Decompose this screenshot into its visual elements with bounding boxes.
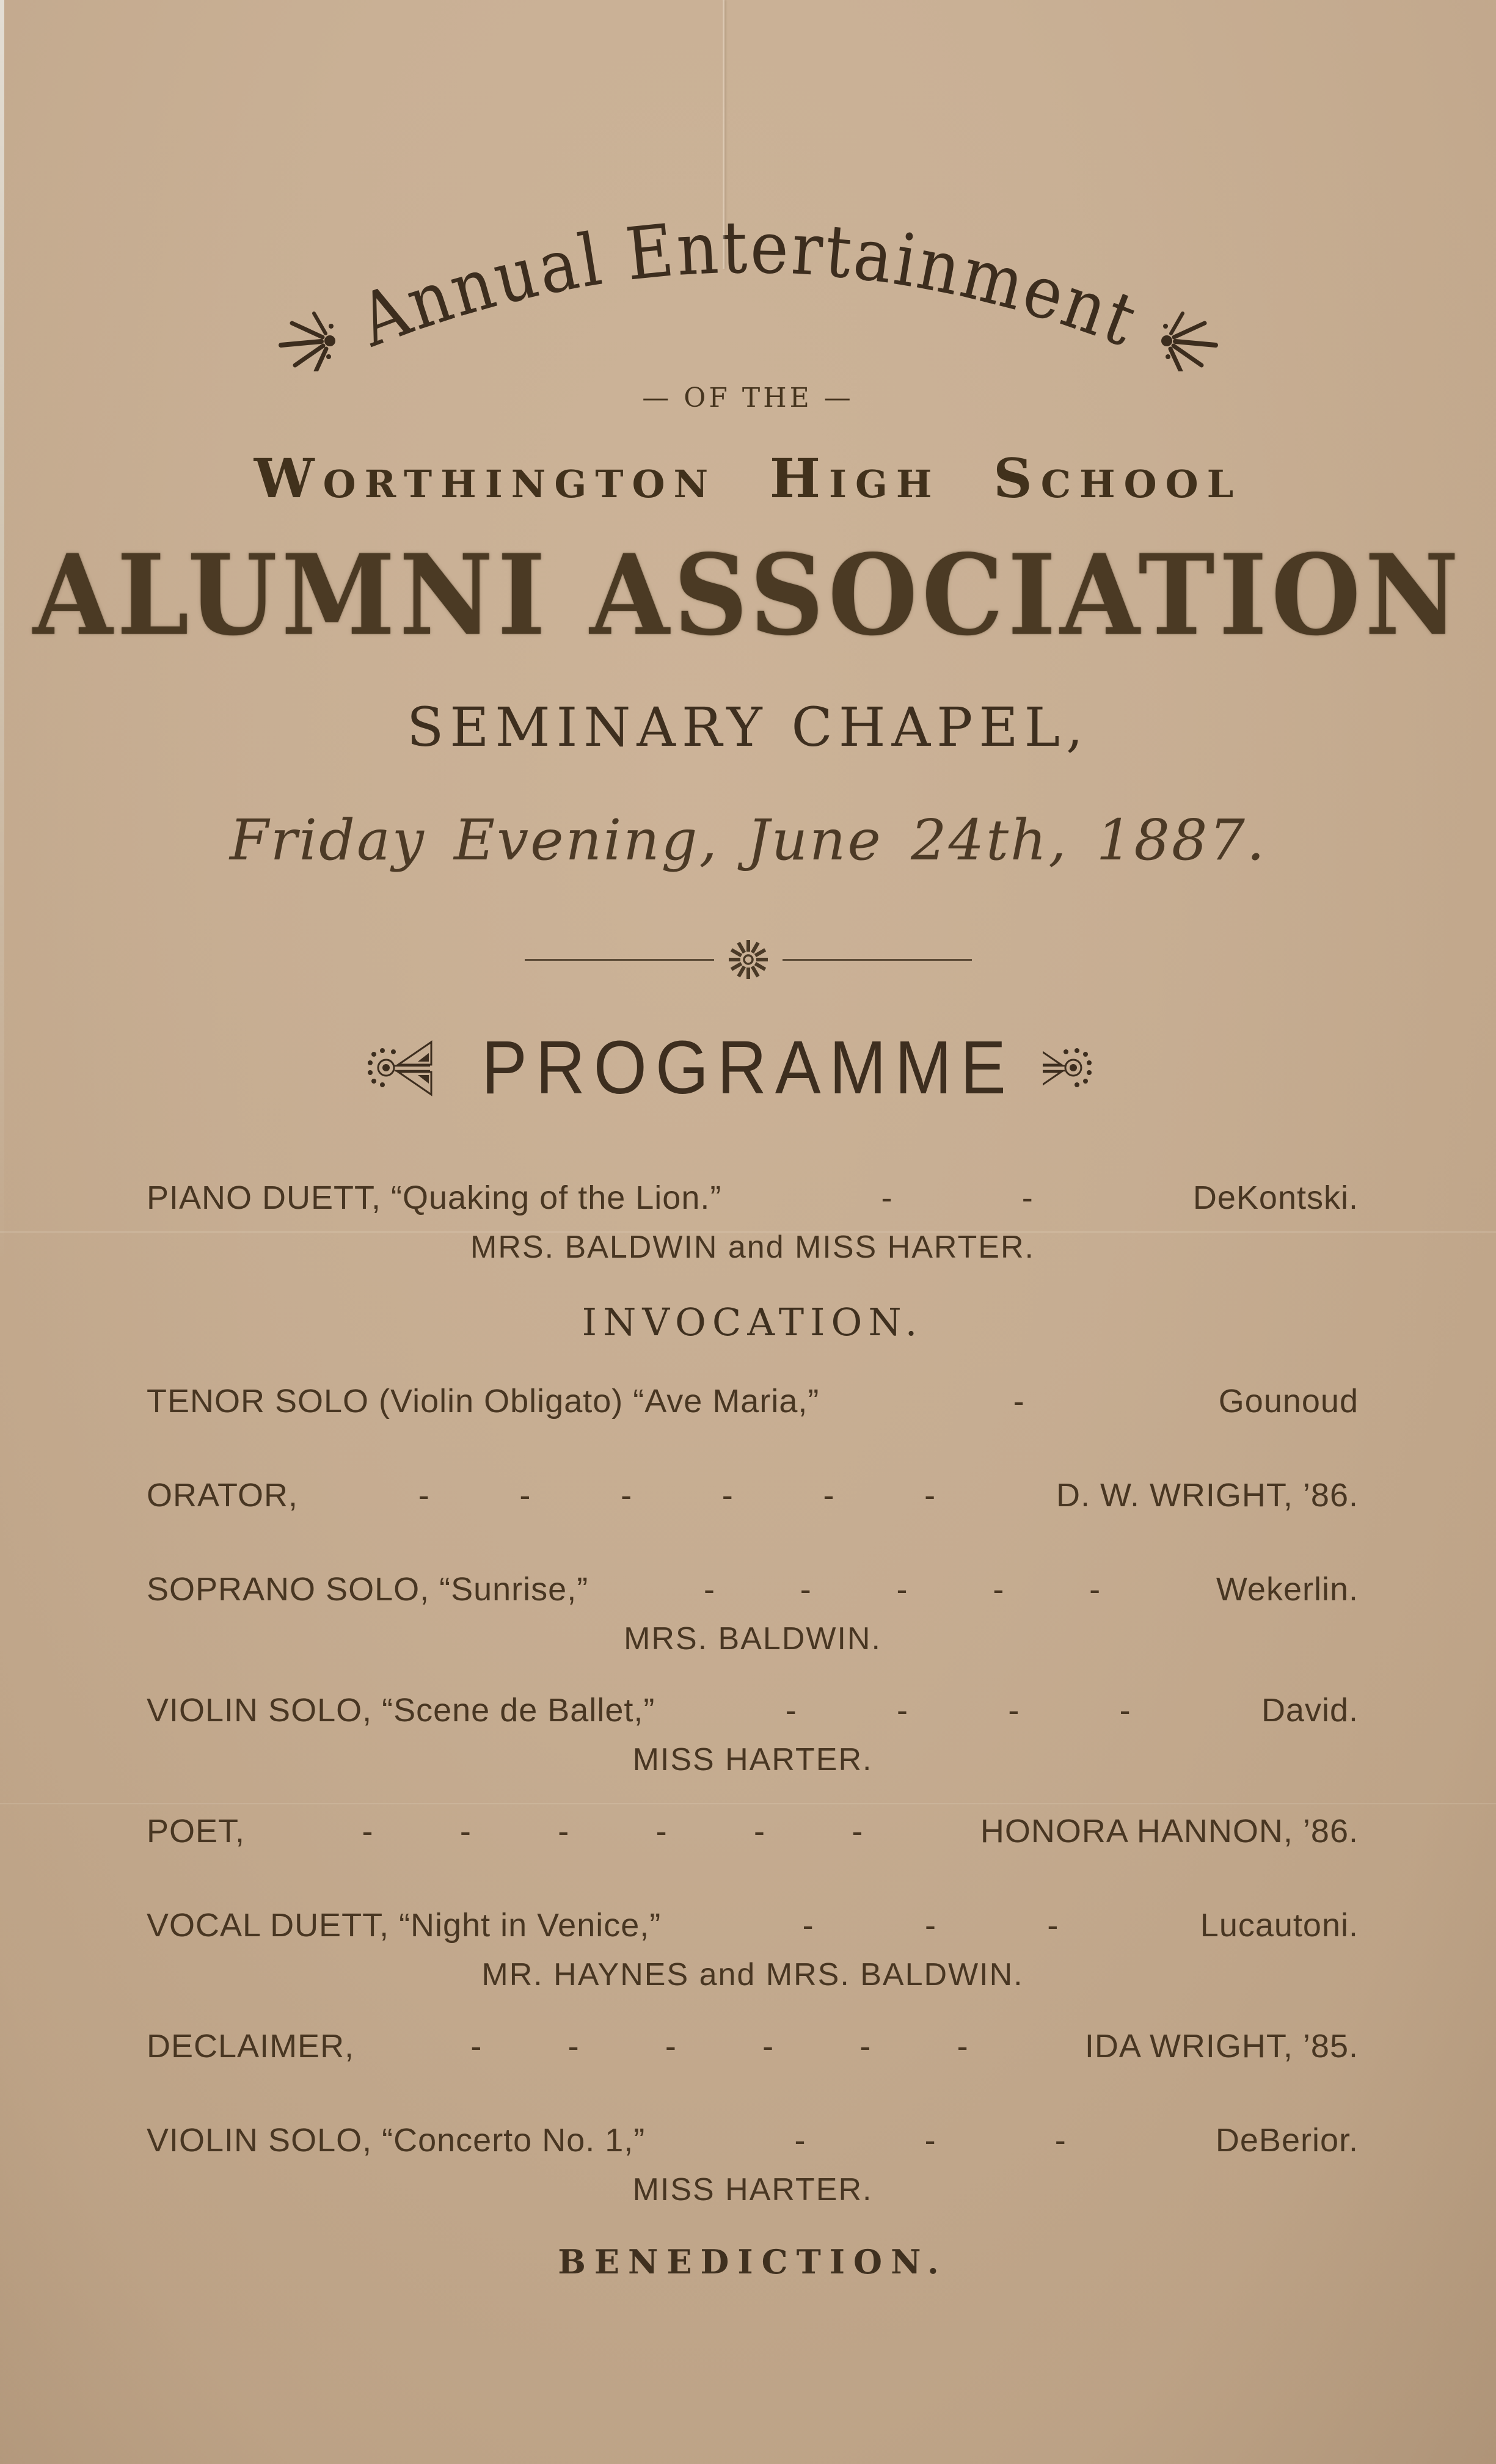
leader-dash: - <box>567 2028 580 2065</box>
programme-piece: ORATOR, <box>147 1477 299 1514</box>
programme-item-row <box>147 1906 1359 1944</box>
leader-dash: - <box>852 1813 864 1850</box>
programme-performers: MISS HARTER. <box>632 2172 873 2207</box>
programme-performers: MRS. BALDWIN. <box>624 1621 881 1657</box>
programme-item <box>147 1179 1359 1266</box>
leader-dash: - <box>1089 1571 1101 1608</box>
programme-credit: DeBerior. <box>1215 2122 1359 2159</box>
programme-credit: Wekerlin. <box>1216 1571 1359 1608</box>
programme-performers: MRS. BALDWIN and MISS HARTER. <box>470 1230 1035 1265</box>
programme-item <box>147 1812 1359 1850</box>
fold-crease-vertical <box>723 0 724 269</box>
of-the-line: — OF THE — <box>642 382 854 414</box>
leader-dash: - <box>924 2122 936 2159</box>
programme-credit: DeKontski. <box>1192 1179 1359 1216</box>
leader-dash: - <box>823 1477 835 1514</box>
programme-piece: VOCAL DUETT, “Night in Venice,” <box>147 1907 662 1944</box>
programme-item <box>147 1691 1359 1778</box>
programme-leader-dashes <box>655 1691 1261 1729</box>
leader-dash: - <box>859 2028 872 2065</box>
flower-ornament-icon <box>723 934 774 985</box>
programme-section-heading: INVOCATION. <box>582 1300 924 1344</box>
leader-dash: - <box>459 1813 472 1850</box>
leader-dash: - <box>721 1477 734 1514</box>
programme-leader-dashes <box>354 2027 1085 2065</box>
divider-line-left <box>525 959 714 961</box>
leader-dash: - <box>925 1907 937 1944</box>
arch-title-block <box>0 0 1496 371</box>
programme-performers: MR. HAYNES and MRS. BALDWIN. <box>481 1957 1024 1992</box>
programme-credit: HONORA HANNON, ’86. <box>980 1813 1359 1850</box>
leader-dash: - <box>957 2028 969 2065</box>
leader-dash: - <box>418 1477 430 1514</box>
programme-credit: David. <box>1261 1692 1359 1729</box>
programme-item-row <box>147 1179 1359 1217</box>
programme-item-row <box>147 1691 1359 1729</box>
leader-dash: - <box>762 2028 775 2065</box>
leader-dash: - <box>1054 2122 1067 2159</box>
programme-item <box>147 1382 1359 1420</box>
programme-leader-dashes <box>645 2121 1216 2159</box>
programme-ornament-right-icon <box>1043 1031 1140 1104</box>
programme-item <box>147 1476 1359 1514</box>
fold-crease-horizontal-2 <box>0 1803 1496 1804</box>
programme-leader-dashes <box>819 1382 1218 1420</box>
leader-dash: - <box>1047 1907 1059 1944</box>
leader-dash: - <box>703 1571 715 1608</box>
programme-section-heading: BENEDICTION. <box>558 2242 947 2281</box>
leader-dash: - <box>800 1571 812 1608</box>
programme-leader-dashes <box>721 1179 1193 1217</box>
programme-piece: POET, <box>147 1813 246 1850</box>
programme-leader-dashes <box>298 1476 1056 1514</box>
leader-dash: - <box>1008 1692 1020 1729</box>
programme-leader-dashes <box>661 1906 1200 1944</box>
leader-dash: - <box>558 1813 570 1850</box>
leader-dash: - <box>1021 1179 1034 1216</box>
programme-credit: D. W. WRIGHT, ’86. <box>1056 1477 1359 1514</box>
programme-piece: VIOLIN SOLO, “Concerto No. 1,” <box>147 2122 646 2159</box>
programme-item-row <box>147 1570 1359 1608</box>
leader-dash: - <box>754 1813 765 1850</box>
fold-crease-horizontal-1 <box>0 1231 1496 1233</box>
leader-dash: - <box>794 2122 806 2159</box>
programme-item <box>147 2027 1359 2065</box>
leader-dash: - <box>802 1907 814 1944</box>
leader-dash: - <box>993 1571 1005 1608</box>
venue-name: SEMINARY CHAPEL, <box>406 696 1090 759</box>
programme-piece: TENOR SOLO (Violin Obligato) “Ave Maria,” <box>147 1383 820 1420</box>
divider-line-right <box>783 959 972 961</box>
programme-piece: VIOLIN SOLO, “Scene de Ballet,” <box>147 1692 655 1729</box>
school-name: Worthington High School <box>254 447 1242 510</box>
programme-ornament-left-icon <box>356 1031 453 1104</box>
programme-item-row <box>147 1476 1359 1514</box>
leader-dash: - <box>519 1477 531 1514</box>
leader-dash: - <box>924 1477 936 1514</box>
programme-item-row <box>147 1812 1359 1850</box>
scan-edge <box>0 0 4 1405</box>
programme-performers: MISS HARTER. <box>632 1742 873 1777</box>
programme-item <box>147 1570 1359 1657</box>
programme-title-row <box>0 1025 1496 1110</box>
programme-credit: IDA WRIGHT, ’85. <box>1084 2028 1359 2065</box>
starburst-left-icon <box>281 313 335 371</box>
leader-dash: - <box>785 1692 797 1729</box>
leader-dash: - <box>896 1571 908 1608</box>
programme-leader-dashes <box>245 1812 980 1850</box>
programme-title: PROGRAMME <box>481 1025 1015 1110</box>
arch-title-text: Annual Entertainment <box>348 205 1152 365</box>
leader-dash: - <box>1013 1383 1025 1420</box>
leader-dash: - <box>897 1692 908 1729</box>
divider <box>0 934 1496 985</box>
leader-dash: - <box>881 1179 893 1216</box>
leader-dash: - <box>1119 1692 1131 1729</box>
association-name: ALUMNI ASSOCIATION <box>32 530 1463 660</box>
leader-dash: - <box>665 2028 677 2065</box>
programme-item <box>147 2121 1359 2208</box>
event-date: Friday Evening, June 24th, 1887. <box>229 807 1267 873</box>
leader-dash: - <box>470 2028 483 2065</box>
programme-piece: SOPRANO SOLO, “Sunrise,” <box>147 1571 589 1608</box>
programme-item-row <box>147 1382 1359 1420</box>
leader-dash: - <box>655 1813 668 1850</box>
leader-dash: - <box>621 1477 633 1514</box>
programme-item <box>147 1906 1359 1993</box>
programme-item-row <box>147 2027 1359 2065</box>
programme-credit: Gounoud <box>1218 1383 1359 1420</box>
programme-piece: DECLAIMER, <box>147 2028 355 2065</box>
arch-title-svg <box>229 158 1268 371</box>
svg-text:Annual Entertainment <box>347 205 1152 365</box>
starburst-right-icon <box>1161 313 1216 371</box>
programme-leader-dashes <box>588 1570 1216 1608</box>
programme-credit: Lucautoni. <box>1200 1907 1359 1944</box>
programme-item-row <box>147 2121 1359 2159</box>
programme-piece: PIANO DUETT, “Quaking of the Lion.” <box>147 1179 722 1216</box>
programme-list <box>147 1179 1359 2281</box>
leader-dash: - <box>362 1813 374 1850</box>
